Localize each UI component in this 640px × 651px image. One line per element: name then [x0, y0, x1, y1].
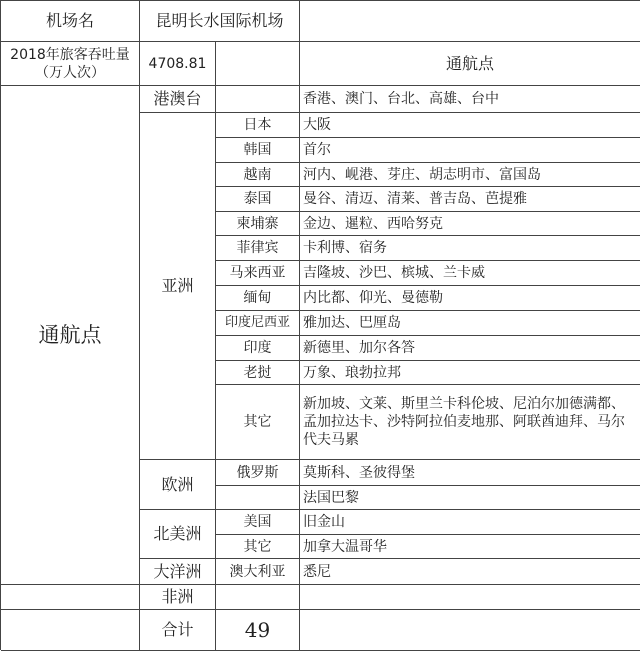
country-label: 日本 — [216, 113, 300, 138]
destination-cities: 雅加达、巴厘岛 — [300, 311, 640, 336]
destination-cities: 莫斯科、圣彼得堡 — [300, 460, 640, 486]
empty-cell — [300, 1, 640, 42]
empty-cell — [216, 585, 300, 610]
country-label: 其它 — [216, 535, 300, 559]
country-label: 越南 — [216, 163, 300, 187]
country-label: 老挝 — [216, 361, 300, 385]
empty-cell — [300, 585, 640, 610]
destination-cities: 卡利博、宿务 — [300, 236, 640, 261]
destination-cities: 河内、岘港、芽庄、胡志明市、富国岛 — [300, 163, 640, 187]
airport-name: 昆明长水国际机场 — [140, 1, 300, 42]
throughput-label — [1, 42, 140, 86]
country-label: 澳大利亚 — [216, 559, 300, 585]
country-label: 印度 — [216, 336, 300, 361]
destinations-header: 通航点 — [300, 42, 640, 86]
empty-cell — [1, 610, 140, 651]
country-label: 菲律宾 — [216, 236, 300, 261]
destination-cities: 加拿大温哥华 — [300, 535, 640, 559]
country-label — [216, 486, 300, 510]
destination-cities: 曼谷、清迈、清莱、普吉岛、芭提雅 — [300, 187, 640, 212]
region-label: 港澳台 — [140, 86, 216, 113]
region-label-africa: 非洲 — [140, 585, 216, 610]
destination-cities: 旧金山 — [300, 510, 640, 535]
region-label: 亚洲 — [140, 113, 216, 460]
country-label: 韩国 — [216, 138, 300, 163]
region-label: 欧洲 — [140, 460, 216, 510]
throughput-label-line1: 2018年旅客吞吐量 — [10, 46, 130, 63]
destination-cities: 法国巴黎 — [300, 486, 640, 510]
country-label: 俄罗斯 — [216, 460, 300, 486]
destination-cities: 新加坡、文莱、斯里兰卡科伦坡、尼泊尔加德满都、孟加拉达卡、沙特阿拉伯麦地那、阿联酋迪拜、马尔代夫马累 — [300, 385, 640, 460]
country-label: 其它 — [216, 385, 300, 460]
destination-cities: 悉尼 — [300, 559, 640, 585]
destination-cities: 金边、暹粒、西哈努克 — [300, 212, 640, 236]
destination-cities: 首尔 — [300, 138, 640, 163]
destination-cities: 新德里、加尔各答 — [300, 336, 640, 361]
throughput-label-line2: （万人次） — [35, 64, 105, 81]
empty-cell — [216, 42, 300, 86]
destination-cities: 万象、琅勃拉邦 — [300, 361, 640, 385]
country-label: 柬埔寨 — [216, 212, 300, 236]
side-label: 通航点 — [1, 86, 140, 585]
country-label: 马来西亚 — [216, 261, 300, 286]
country-label — [216, 86, 300, 113]
destination-cities: 吉隆坡、沙巴、槟城、兰卡威 — [300, 261, 640, 286]
empty-cell — [1, 585, 140, 610]
region-label: 大洋洲 — [140, 559, 216, 585]
throughput-value: 4708.81 — [140, 42, 216, 86]
total-label: 合计 — [140, 610, 216, 651]
airport-label: 机场名 — [1, 1, 140, 42]
country-label: 缅甸 — [216, 286, 300, 311]
destination-cities: 香港、澳门、台北、高雄、台中 — [300, 86, 640, 113]
destination-cities: 大阪 — [300, 113, 640, 138]
country-label: 泰国 — [216, 187, 300, 212]
country-label: 印度尼西亚 — [216, 311, 300, 336]
region-label: 北美洲 — [140, 510, 216, 559]
destination-cities: 内比都、仰光、曼德勒 — [300, 286, 640, 311]
country-label: 美国 — [216, 510, 300, 535]
empty-cell — [300, 610, 640, 651]
total-value: 49 — [216, 610, 300, 651]
